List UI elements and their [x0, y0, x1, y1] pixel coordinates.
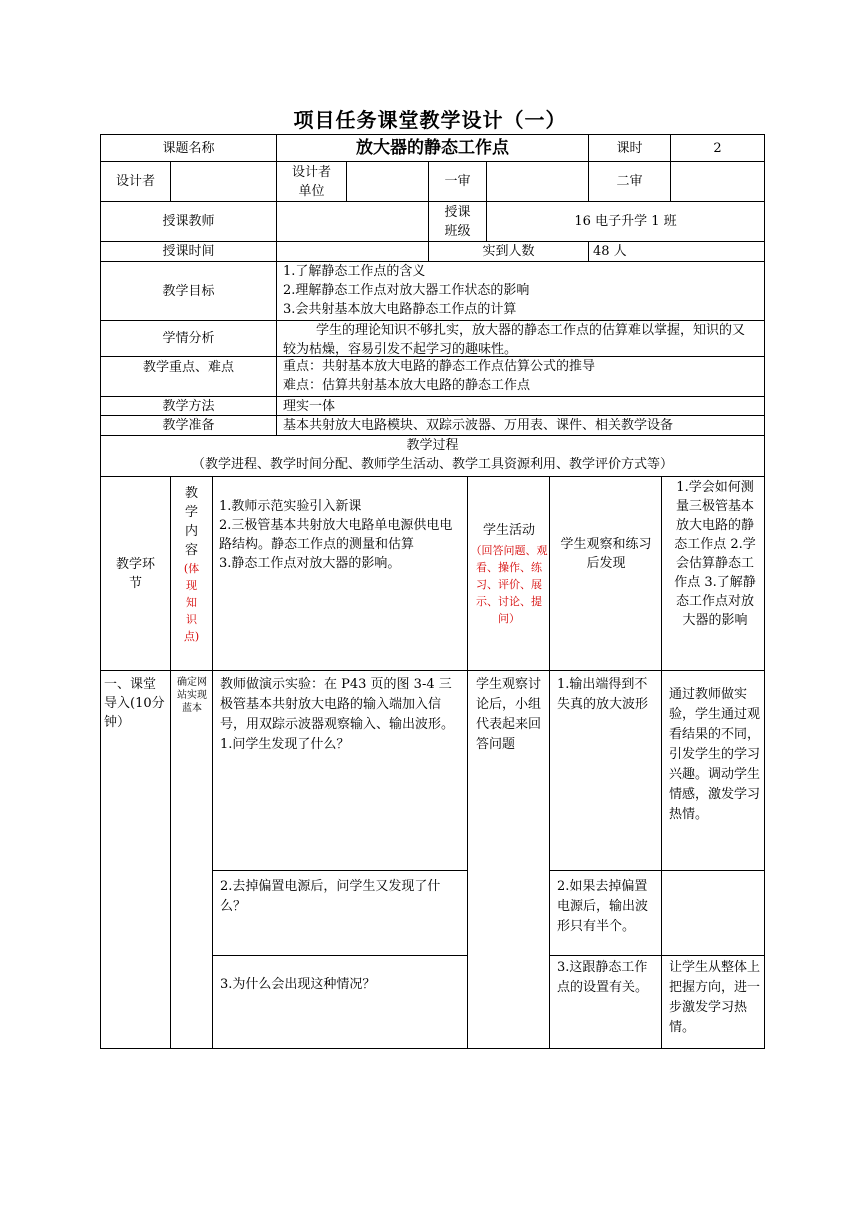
section1-teacher1: 教师做演示实验：在 P43 页的图 3-4 三极管基本共射放大电路的输入端加入信号，用双踪示波器观察输入、输出波形。1.问学生发现了什么？	[220, 677, 455, 752]
goal-item: 2.理解静态工作点对放大器工作状态的影响	[283, 283, 530, 298]
process-heading	[101, 436, 764, 476]
col-observe: 学生观察和练习后发现	[560, 537, 652, 571]
section1-student1: 学生观察讨论后，小组代表起来回答问题	[476, 677, 542, 752]
analysis-label: 学情分析	[162, 331, 215, 346]
content-note: 识	[186, 613, 197, 626]
teacher-item: 3.静态工作点对放大器的影响。	[219, 556, 401, 571]
process-title: 教学过程	[406, 438, 459, 453]
process-subtitle: （教学进程、教学时间分配、教师学生活动、教学工具资源利用、教学评价方式等）	[191, 457, 673, 472]
designer-unit-line1: 设计者	[291, 164, 331, 180]
col-student	[470, 521, 548, 661]
second-review-label: 二审	[616, 174, 643, 189]
goals-label: 教学目标	[162, 283, 215, 299]
analysis-text: 学生的理论知识不够扎实，放大器的静态工作点的估算难以掌握，知识的又较为枯燥，容易引发不起学习的趣味性。	[283, 323, 746, 357]
teacher-label: 授课教师	[162, 214, 215, 229]
col-section: 教学环节	[115, 556, 155, 591]
content-char: 容	[184, 543, 198, 558]
hours-label: 课时	[616, 140, 643, 156]
section1-observe3: 3.这跟静态工作点的设置有关。	[557, 960, 649, 995]
goal-item: 1.了解静态工作点的含义	[283, 264, 426, 279]
class-label-line2: 班级	[444, 223, 471, 239]
focus-label: 教学重点、难点	[142, 360, 234, 375]
content-char: 内	[184, 524, 198, 539]
section1-observe1: 1.输出端得到不失真的放大波形	[557, 677, 649, 712]
designer-label: 设计者	[115, 174, 155, 189]
section1-goal3: 让学生从整体上把握方向，进一步激发学习热情。	[669, 960, 761, 1035]
first-review-label: 一审	[444, 174, 471, 189]
content-char: 学	[184, 505, 198, 520]
student-activity-note: （回答问题、观看、操作、练习、评价、展示、讨论、提问）	[470, 544, 548, 625]
section1-note: 确定网站实现蓝本	[177, 677, 207, 714]
goal-item: 3.会共射基本放大电路静态工作点的计算	[283, 302, 517, 317]
hard-point: 难点：估算共射基本放大电路的静态工作点	[283, 378, 531, 393]
topic-value: 放大器的静态工作点	[356, 137, 509, 158]
section1-label: 一、课堂导入(10分钟）	[104, 677, 165, 730]
designer-unit-label	[277, 162, 346, 201]
focus-text	[277, 357, 764, 396]
method-value: 理实一体	[283, 399, 336, 414]
hours-value: 2	[713, 140, 722, 156]
topic-label: 课题名称	[162, 140, 215, 156]
section1-teacher2: 2.去掉偏置电源后，问学生又发现了什么？	[220, 879, 441, 914]
col-goals: 1.学会如何测量三极管基本放大电路的静态工作点 2.学会估算静态工作点 3.了解静态工作点对放大器的影响	[674, 480, 756, 628]
class-label	[429, 202, 486, 241]
teacher-item: 1.教师示范实验引入新课	[219, 499, 362, 514]
content-note: (体	[183, 562, 200, 575]
content-char: 教	[184, 486, 198, 501]
student-activity-title: 学生活动	[482, 523, 535, 538]
method-label: 教学方法	[162, 398, 215, 414]
attendance-label: 实到人数	[482, 244, 535, 259]
time-label: 授课时间	[162, 244, 215, 259]
prep-value: 基本共射放大电路模块、双踪示波器、万用表、课件、相关教学设备	[283, 418, 674, 433]
content-note: 现	[186, 579, 197, 592]
class-label-line1: 授课	[444, 204, 471, 220]
page-title: 项目任务课堂教学设计（一）	[293, 108, 567, 132]
key-point: 重点：共射基本放大电路的静态工作点估算公式的推导	[283, 359, 596, 374]
section1-teacher3: 3.为什么会出现这种情况？	[220, 977, 376, 992]
attendance-value: 48 人	[593, 244, 627, 259]
section1-observe2: 2.如果去掉偏置电源后，输出波形只有半个。	[557, 879, 649, 934]
content-note: 知	[186, 596, 197, 609]
teacher-item: 2.三极管基本共射放大电路单电源供电电路结构。静态工作点的测量和估算	[219, 518, 453, 552]
prep-label: 教学准备	[162, 418, 215, 433]
section1-goal1: 通过教师做实验，学生通过观看结果的不同，引发学生的学习兴趣。调动学生情感，激发学习热情。	[669, 687, 761, 822]
col-teacher-items	[219, 497, 465, 667]
class-value: 16 电子升学 1 班	[574, 214, 677, 229]
goals-list	[277, 262, 764, 320]
designer-unit-line2: 单位	[298, 183, 325, 199]
col-content	[171, 484, 212, 670]
content-note: 点)	[183, 630, 200, 643]
